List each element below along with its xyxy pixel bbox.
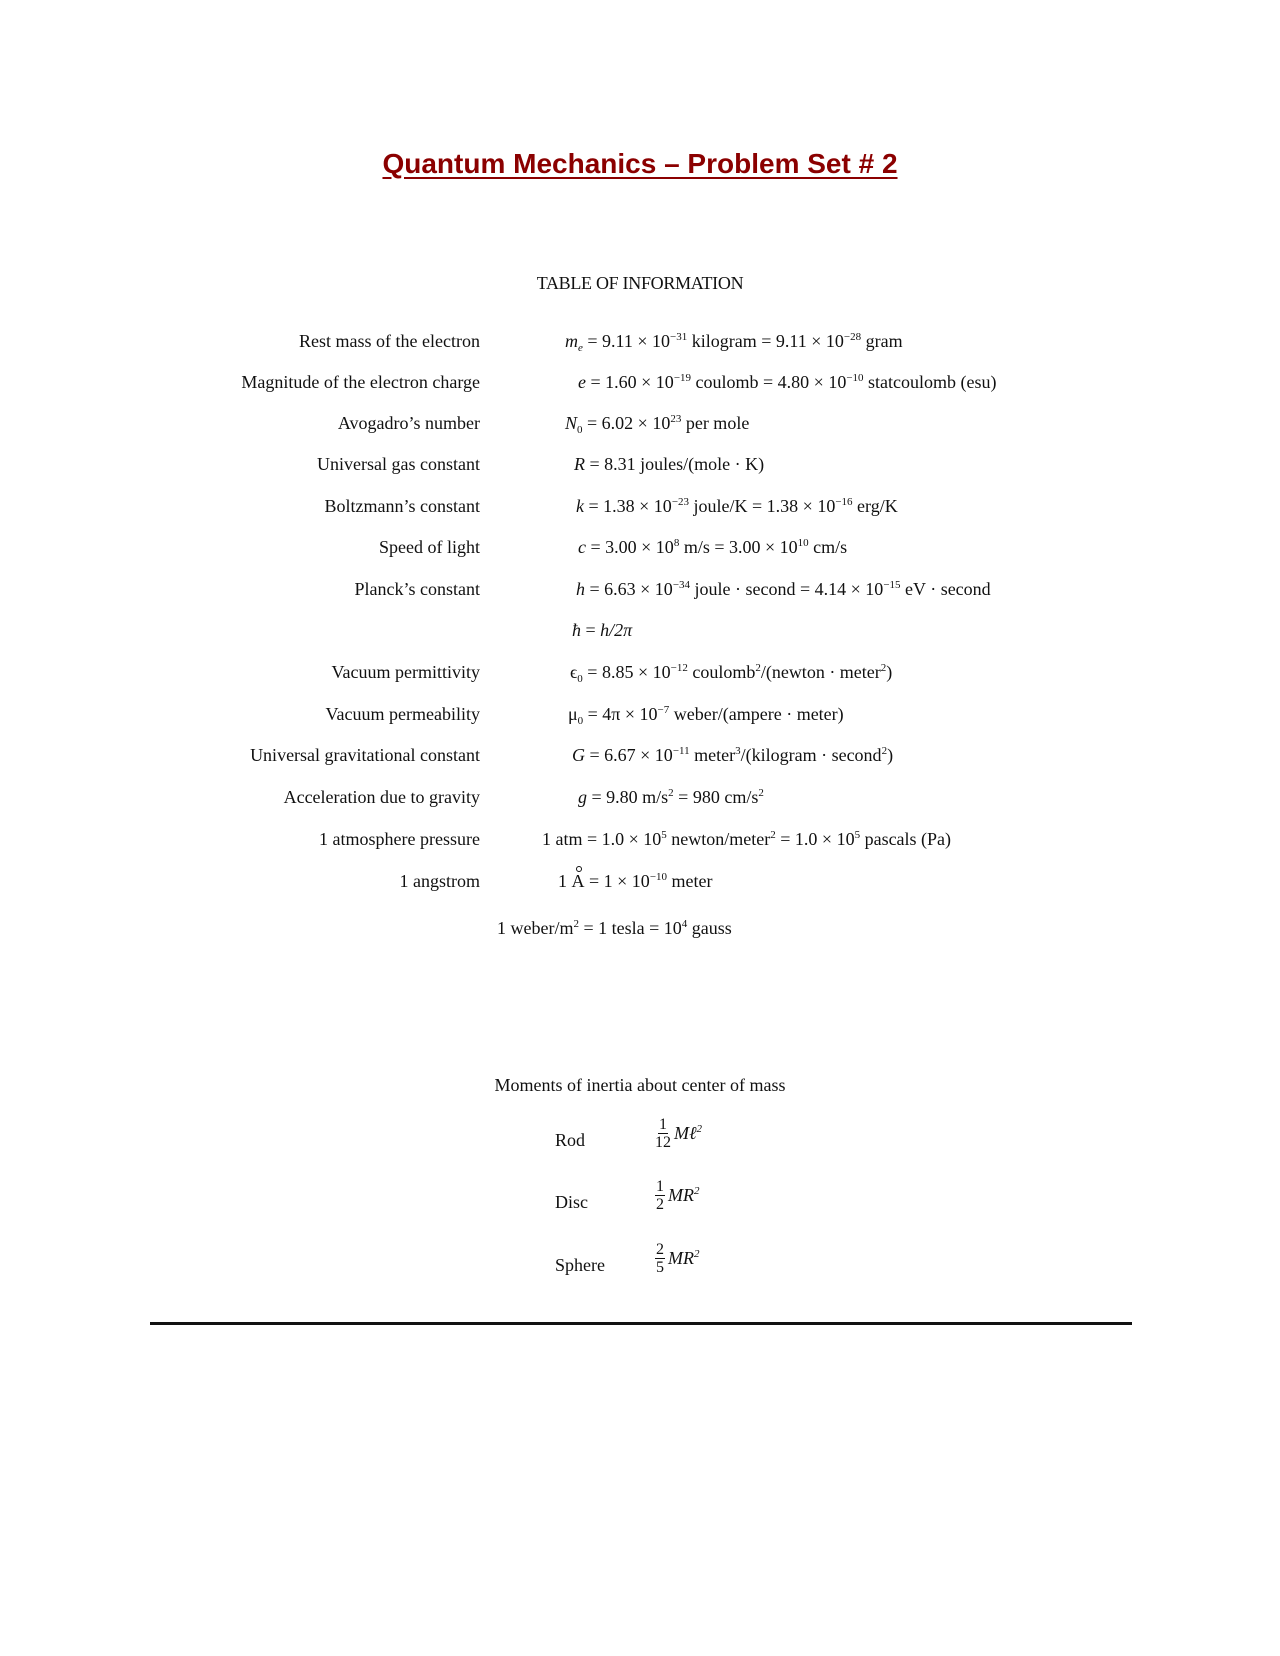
- constant-row-gas-constant: [0, 454, 1280, 484]
- constant-equation: R = 8.31 joules/(mole · K): [574, 454, 765, 474]
- constant-row-permeability: [0, 704, 1280, 734]
- constant-row-permittivity: [0, 662, 1280, 692]
- constant-row-electron-mass: [0, 331, 1280, 361]
- constant-label: Universal gas constant: [317, 454, 480, 474]
- constant-label: Speed of light: [379, 537, 480, 557]
- moment-formula: $\frac{2}{5}$ $MR^2$: [656, 1241, 700, 1276]
- moment-name: Sphere: [555, 1255, 605, 1275]
- constant-equation: $N_0 = 6.02 \times 10^{23}$ per mole: [565, 413, 750, 436]
- constant-label: 1 angstrom: [399, 871, 480, 891]
- moments-heading: Moments of inertia about center of mass: [494, 1075, 786, 1095]
- moment-name: Rod: [555, 1130, 586, 1150]
- constant-equation: $m_e = 9.11 \times 10^{-31}$ kilogram = $9.11 \times 10^{-28}$ gram: [565, 331, 903, 354]
- constant-row-gravitational: [0, 745, 1280, 775]
- constant-row-atmosphere: [0, 829, 1280, 859]
- constant-row-speed-of-light: [0, 537, 1280, 567]
- table-heading: TABLE OF INFORMATION: [536, 273, 744, 293]
- constant-equation: $e = 1.60 \times 10^{-19}$ coulomb = $4.80 \times 10^{-10}$ statcoulomb (esu): [578, 372, 997, 392]
- constant-equation: $G = 6.67 \times 10^{-11}$ meter$^3$/(kilogram · second$^2$): [572, 745, 894, 765]
- constant-label: Avogadro’s number: [337, 413, 480, 433]
- constant-equation: 1 atm = $1.0 \times 10^5$ newton/meter$^2$ = $1.0 \times 10^5$ pascals (Pa): [542, 829, 952, 849]
- constant-label: Boltzmann’s constant: [324, 496, 480, 516]
- constant-equation: $c = 3.00 \times 10^8$ $m/s = 3.00 \times 10^{10}$ cm/s: [578, 537, 848, 557]
- constant-row-electron-charge: [0, 372, 1280, 402]
- constant-label: Rest mass of the electron: [299, 331, 480, 351]
- constant-equation: g = 9.80 $m/s^2 = 980$ $cm/s^2$: [578, 787, 764, 807]
- tesla-equation: 1 weber/$m^2 = 1$ tesla = $10^4$ gauss: [497, 918, 732, 938]
- constant-equation: $\epsilon_0 = 8.85 \times 10^{-12}$ coulomb$^2$/(newton · meter$^2$): [570, 662, 893, 685]
- constant-label: Vacuum permittivity: [331, 662, 480, 682]
- moment-name: Disc: [555, 1192, 588, 1212]
- constant-equation: $\mu_0 = 4\pi \times 10^{-7}$ weber/(ampere · meter): [568, 704, 844, 727]
- constant-equation: ħ = h/2π: [572, 620, 633, 640]
- constant-row-angstrom: [0, 871, 1280, 901]
- moment-formula: $\frac{1}{2}$ $MR^2$: [656, 1178, 700, 1213]
- constant-equation: $h = 6.63 \times 10^{-34}$ joule · second = $4.14 \times 10^{-15}$ eV · second: [576, 579, 991, 599]
- moment-row-sphere: [555, 1241, 855, 1291]
- constant-label: Vacuum permeability: [325, 704, 480, 724]
- constant-equation: $k = 1.38 \times 10^{-23}$ joule/K = $1.38 \times 10^{-16}$ erg/K: [576, 496, 898, 516]
- bottom-divider: [150, 1322, 1132, 1325]
- moment-row-rod: [555, 1116, 855, 1166]
- constant-label: Acceleration due to gravity: [283, 787, 480, 807]
- constant-label: Planck’s constant: [354, 579, 480, 599]
- constant-row-avogadro: [0, 413, 1280, 443]
- constant-row-planck: [0, 579, 1280, 609]
- constant-label: 1 atmosphere pressure: [319, 829, 480, 849]
- constant-equation: 1 $A = 1 \times 10^{-10}$ meter: [558, 871, 713, 891]
- constant-label: Magnitude of the electron charge: [241, 372, 480, 392]
- moment-row-disc: [555, 1178, 855, 1228]
- page-title: Quantum Mechanics – Problem Set # 2: [382, 148, 898, 179]
- constant-label: Universal gravitational constant: [250, 745, 480, 765]
- constant-row-boltzmann: [0, 496, 1280, 526]
- constant-row-gravity: [0, 787, 1280, 817]
- moment-formula: $\frac{1}{12}$ Mℓ$^2$: [655, 1116, 702, 1151]
- constant-row-hbar: [0, 620, 1280, 650]
